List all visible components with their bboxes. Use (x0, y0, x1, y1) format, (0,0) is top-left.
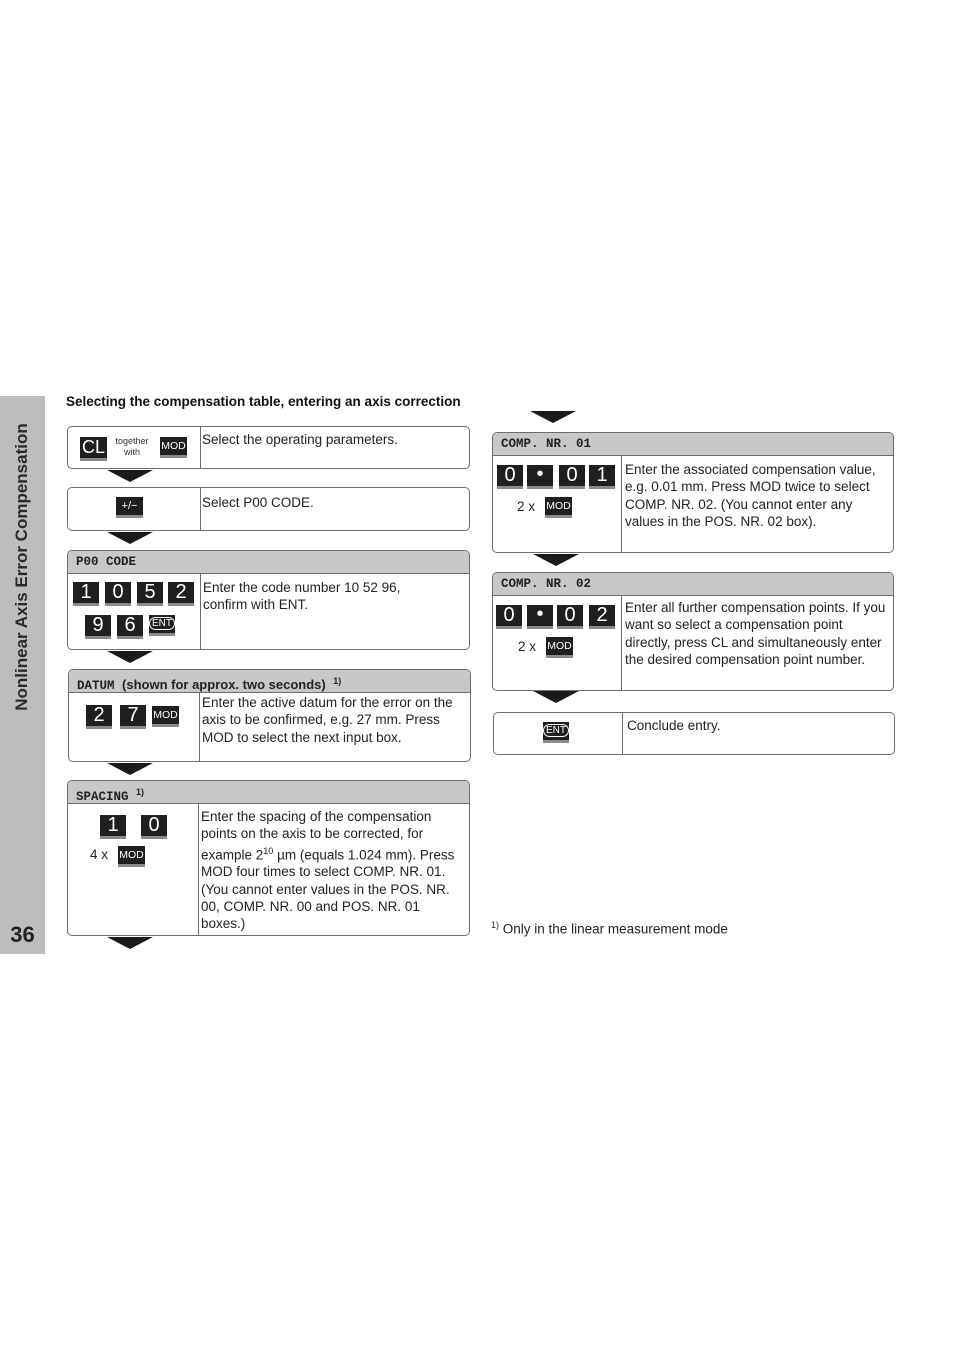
digit-key-icon: 0 (559, 465, 585, 489)
mod-key-icon: MOD (118, 846, 145, 867)
step-text: Enter the spacing of the compensation points on the axis to be corrected, for example $2^{10}$ µm (equals 1.024 mm). Press MOD four times to select COMP. NR. 01. (You cannot enter values in the POS. NR. 00, COMP. NR. 00 and POS. NR. 01 boxes.) (201, 809, 455, 932)
flow-arrow (107, 763, 153, 775)
mod-key-icon: MOD (545, 497, 572, 518)
digit-key-icon: 2 (168, 582, 194, 606)
digit-key-icon: 2 (86, 705, 112, 729)
digit-key-icon: 1 (100, 815, 126, 839)
press-count: 2 x (518, 639, 537, 654)
display-header: COMP. NR. 01 (493, 433, 893, 456)
chapter-title: Nonlinear Axis Error Compensation (12, 423, 31, 711)
digit-key-icon: 0 (105, 582, 131, 606)
digit-key-icon: 7 (120, 705, 146, 729)
digit-key-icon: 1 (73, 582, 99, 606)
flow-arrow (530, 411, 576, 423)
step-text: Enter the associated compensation value, e.g. 0.01 mm. Press MOD twice to select COMP. NR. 02. (You cannot enter any values in the POS. NR. 02 box). (625, 462, 876, 529)
digit-key-icon: 0 (497, 465, 523, 489)
step-comp-nr-01 (492, 432, 894, 553)
digit-key-icon: 0 (557, 605, 583, 629)
cl-key-icon: CL (80, 437, 107, 461)
decimal-key-icon: • (527, 465, 553, 489)
flow-arrow (107, 532, 153, 544)
step-text: Enter the code number 10 52 96, confirm with ENT. (203, 580, 401, 613)
section-title: Selecting the compensation table, entering an axis correction (66, 394, 461, 409)
flow-arrow (107, 651, 153, 663)
step-comp-nr-02 (492, 572, 894, 691)
digit-key-icon: 0 (496, 605, 522, 629)
digit-key-icon: 6 (117, 615, 143, 639)
decimal-key-icon: • (527, 605, 553, 629)
flow-arrow (107, 470, 153, 482)
display-header: SPACING $^{1)}$ (68, 781, 469, 804)
together-with-label: together with (115, 436, 149, 457)
step-select-parameters (67, 426, 470, 469)
ent-key-icon: ENT (149, 615, 175, 636)
mod-key-icon: MOD (152, 706, 179, 727)
display-header: P00 CODE (68, 551, 469, 574)
display-header: COMP. NR. 02 (493, 573, 893, 596)
step-select-p00 (67, 487, 470, 531)
press-count: 2 x (517, 499, 536, 514)
page-number: 36 (10, 922, 35, 947)
digit-key-icon: 5 (137, 582, 163, 606)
step-text: Conclude entry. (627, 718, 721, 733)
step-datum (68, 669, 471, 762)
ent-key-icon: ENT (543, 722, 569, 743)
mod-key-icon: MOD (160, 437, 187, 458)
flow-arrow (533, 554, 579, 566)
footnote: $^{1)}$ Only in the linear measurement mode (491, 920, 728, 937)
step-text: Enter the active datum for the error on the axis to be confirmed, e.g. 27 mm. Press MOD to select the next input box. (202, 695, 453, 745)
digit-key-icon: 9 (85, 615, 111, 639)
flow-arrow (533, 691, 579, 703)
mod-key-icon: MOD (546, 637, 573, 658)
step-spacing (67, 780, 470, 936)
step-conclude (493, 712, 895, 755)
digit-key-icon: 0 (141, 815, 167, 839)
step-text: Enter all further compensation points. If you want so select a compensation point directly, press CL and simultaneously enter the desired compensation point number. (625, 600, 886, 667)
press-count: 4 x (90, 847, 109, 862)
step-text: Select the operating parameters. (202, 432, 398, 447)
digit-key-icon: 1 (589, 465, 615, 489)
flow-arrow (107, 937, 153, 949)
step-text: Select P00 CODE. (202, 495, 314, 510)
step-p00-code (67, 550, 470, 650)
digit-key-icon: 2 (589, 605, 615, 629)
plus-minus-key-icon: +/− (116, 497, 143, 518)
display-header: DATUM (shown for approx. two seconds) $^{1)}$ (69, 670, 470, 693)
